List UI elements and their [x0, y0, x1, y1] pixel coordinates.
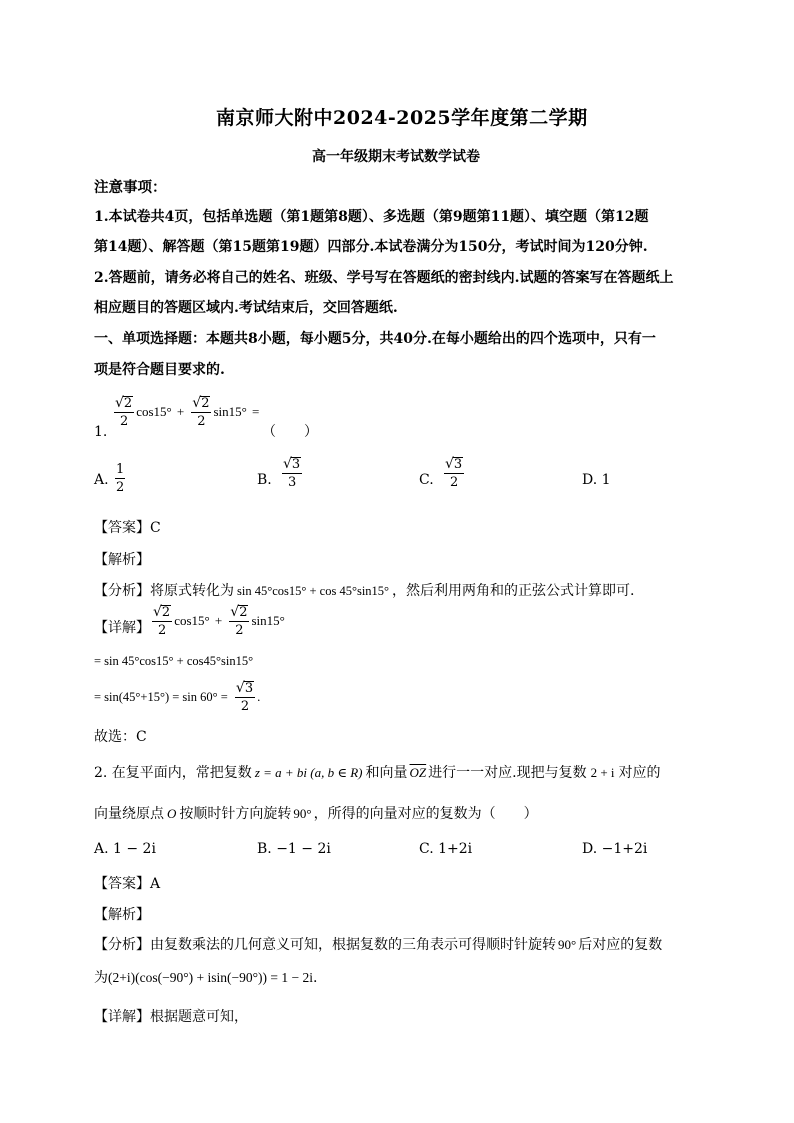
q1-expression: √ 2 2 cos15° + √ 2 2 sin15° =	[115, 395, 260, 429]
notice-item1-line1: 1.本试卷共4页，包括单选题（第1题第8题）、多选题（第9题第11题）、填空题（第12题	[94, 209, 649, 225]
fraction: √ 2 2	[192, 395, 210, 429]
q2-xiangjie: 【详解】根据题意可知，	[94, 1009, 248, 1025]
q2-analysis-label: 【解析】	[94, 907, 150, 923]
page-title: 南京师大附中2024-2025学年度第二学期	[216, 107, 588, 129]
notice-heading: 注意事项：	[94, 179, 167, 196]
q2-answer: 【答案】A	[94, 876, 161, 892]
q2-fenxi-line2: 为(2+i)(cos(−90°) + isin(−90°)) = 1 − 2i.	[94, 970, 318, 986]
q2-option-a: A. 1 − 2i	[94, 841, 156, 857]
q2-option-b: B. −1 − 2i	[257, 841, 331, 857]
q1-number: 1.	[94, 424, 108, 440]
q2-option-c: C. 1+2i	[419, 841, 473, 857]
q1-xiangjie-label: 【详解】	[94, 620, 150, 636]
q2-option-d: D. −1+2i	[582, 841, 648, 857]
q1-fenxi: 【分析】将原式转化为 sin 45°cos15° + cos 45°sin15° ，然后利用两角和的正弦公式计算即可.	[94, 583, 635, 599]
page-subtitle: 高一年级期末考试数学试卷	[312, 149, 480, 165]
notice-item2-line1: 2.答题前，请务必将自己的姓名、班级、学号写在答题纸的密封线内.试题的答案写在答题纸上	[94, 270, 674, 286]
q1-option-d: D. 1	[582, 472, 611, 488]
q1-xiangjie-expression: √ 2 2 cos15° + √ 2 2 sin15°	[153, 604, 285, 638]
fraction: √ 2 2	[115, 395, 133, 429]
notice-item2-line2: 相应题目的答题区域内.考试结束后，交回答题纸.	[94, 300, 398, 316]
q1-option-c-value: √ 3 2	[445, 456, 463, 490]
q1-analysis-label: 【解析】	[94, 552, 150, 568]
q1-step1: = sin 45°cos15° + cos45°sin15°	[94, 654, 254, 668]
q1-option-c-label: C.	[419, 472, 434, 488]
q1-answer: 【答案】C	[94, 520, 161, 536]
q1-option-a-label: A.	[94, 472, 109, 488]
q1-option-b-value: √ 3 3	[283, 456, 301, 490]
q2-line2: 向量绕原点 O 按顺时针方向旋转 90° ，所得的向量对应的复数为（ ）	[94, 806, 538, 822]
q1-option-b-label: B.	[257, 472, 272, 488]
notice-item1-line2: 第14题）、解答题（第15题第19题）四部分.本试卷满分为150分，考试时间为120分钟.	[94, 239, 648, 255]
q2-line1: 2. 在复平面内，常把复数 z = a + bi (a, b ∈ R) 和向量 $\overline{OZ}$ 进行一一对应.现把与复数 2 + i 对应的	[94, 765, 661, 781]
q1-step2: = sin(45°+15°) = sin 60° = √ 3 2 .	[94, 680, 261, 714]
section1-line2: 项是符合题目要求的.	[94, 362, 225, 378]
q2-fenxi-line1: 【分析】由复数乘法的几何意义可知，根据复数的三角表示可得顺时针旋转 90° 后对应的复数	[94, 937, 663, 953]
q1-answer-paren: （ ）	[262, 424, 318, 440]
section1-line1: 一、单项选择题：本题共8小题，每小题5分，共40分.在每小题给出的四个选项中，只有一	[94, 331, 656, 347]
q1-option-a-value: $\frac{1}{2}$	[116, 462, 125, 495]
q1-choose: 故选：C	[94, 729, 147, 745]
